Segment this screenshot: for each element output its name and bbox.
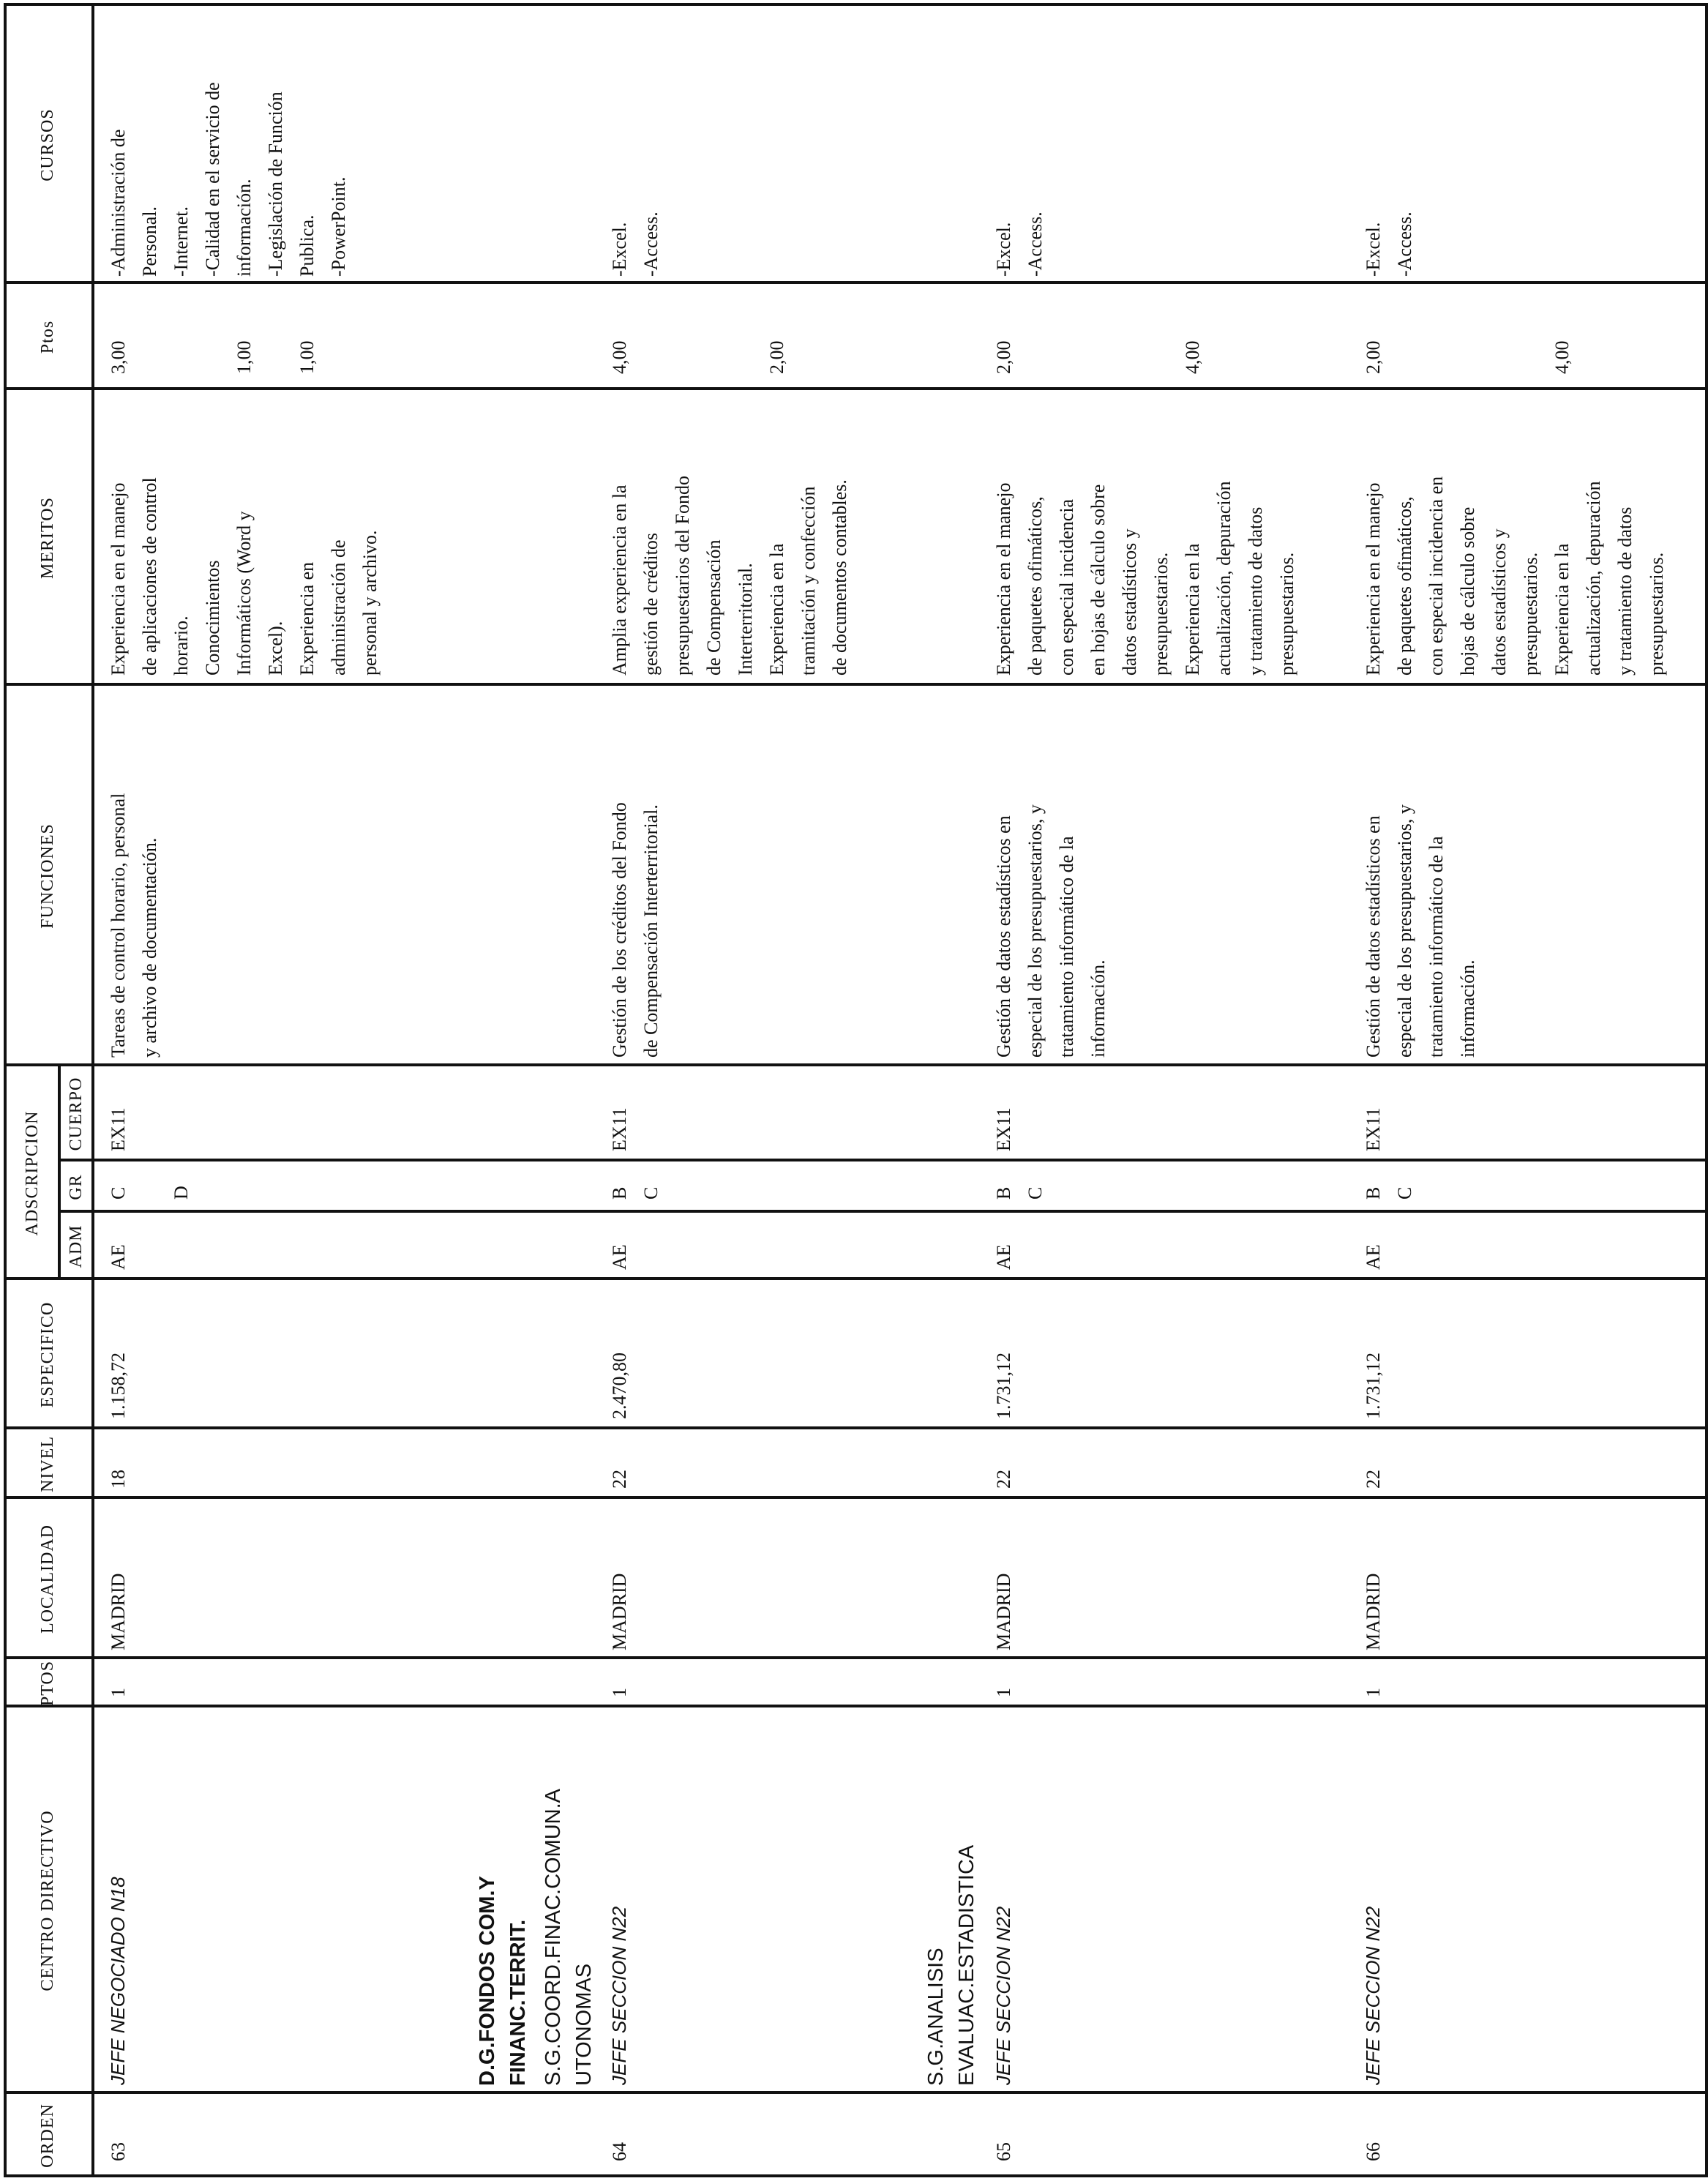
meritos-line: Informáticos (Word y bbox=[233, 511, 255, 676]
column-divider bbox=[4, 683, 1708, 686]
ptos-meritos-line bbox=[1145, 341, 1177, 375]
cell-nivel: 22 bbox=[609, 1470, 630, 1489]
ptos-meritos-line bbox=[260, 341, 291, 375]
meritos-line: datos estadísticos y bbox=[1119, 528, 1140, 676]
org-unit-line: S.G.COORD.FINAC.COMUN.A bbox=[542, 1788, 565, 2086]
org-unit-heading bbox=[538, 1789, 599, 2086]
ptos-meritos-line: 2,00 bbox=[993, 340, 1014, 374]
gr-line: C bbox=[640, 1186, 662, 1200]
ptos-meritos-line bbox=[165, 341, 197, 375]
cell-cuerpo: EX11 bbox=[1363, 1107, 1384, 1151]
cell-ptos: 1 bbox=[1363, 1688, 1384, 1697]
ptos-meritos-line bbox=[1420, 341, 1452, 375]
cursos-line: -Excel. bbox=[1363, 222, 1384, 277]
cell-ptos-meritos bbox=[1357, 341, 1578, 375]
cursos-line: -Excel. bbox=[609, 222, 630, 277]
cell-cuerpo: EX11 bbox=[108, 1107, 129, 1151]
org-unit-heading bbox=[472, 1876, 533, 2086]
ptos-meritos-line bbox=[635, 341, 667, 375]
meritos-line: con especial incidencia en bbox=[1426, 476, 1447, 676]
cell-cuerpo: EX11 bbox=[993, 1107, 1014, 1151]
cell-gr bbox=[102, 1186, 197, 1200]
cell-cuerpo: EX11 bbox=[609, 1107, 630, 1151]
cell-orden: 66 bbox=[1363, 2142, 1384, 2161]
cell-localidad: MADRID bbox=[108, 1573, 129, 1650]
ptos-meritos-line bbox=[1483, 341, 1515, 375]
gr-line: D bbox=[171, 1186, 192, 1200]
column-divider bbox=[4, 387, 1708, 390]
meritos-line: horario. bbox=[171, 616, 192, 676]
header-ptos-meritos: Ptos bbox=[37, 320, 57, 354]
header-localidad: LOCALIDAD bbox=[37, 1525, 57, 1634]
cell-funciones bbox=[988, 804, 1114, 1058]
org-unit-line: D.G.FONDOS COM.Y bbox=[476, 1876, 499, 2086]
org-unit-line: S.G.ANALISIS bbox=[924, 1948, 948, 2086]
meritos-line: de paquetes ofimáticos, bbox=[1025, 496, 1046, 676]
cell-funciones bbox=[604, 802, 667, 1058]
cell-meritos bbox=[102, 477, 386, 676]
meritos-line: personal y archivo. bbox=[359, 530, 381, 676]
cursos-line: -Internet. bbox=[171, 206, 192, 277]
cell-nivel: 18 bbox=[108, 1470, 129, 1489]
cell-ptos-meritos bbox=[988, 341, 1208, 375]
funciones-line: tratamiento informático de la bbox=[1056, 836, 1077, 1058]
column-divider bbox=[4, 1705, 1708, 1707]
cursos-line: -Calidad en el servicio de bbox=[202, 82, 223, 277]
cell-meritos bbox=[988, 481, 1303, 676]
cell-ptos-meritos bbox=[604, 341, 793, 375]
header-cuerpo: CUERPO bbox=[66, 1077, 86, 1151]
meritos-line: Experiencia en el manejo bbox=[108, 482, 129, 676]
column-divider bbox=[61, 1210, 1708, 1213]
cell-centro: JEFE NEGOCIADO N18 bbox=[107, 1877, 129, 2085]
cell-cursos bbox=[604, 212, 667, 277]
ptos-meritos-line: 4,00 bbox=[1551, 340, 1573, 374]
column-divider bbox=[4, 2091, 1708, 2094]
cell-ptos: 1 bbox=[108, 1688, 129, 1697]
cell-localidad: MADRID bbox=[993, 1573, 1014, 1650]
ptos-meritos-line: 2,00 bbox=[1363, 340, 1384, 374]
column-divider bbox=[4, 1426, 1708, 1429]
column-divider bbox=[4, 281, 1708, 284]
meritos-line: Experiencia en bbox=[296, 561, 318, 676]
header-centro: CENTRO DIRECTIVO bbox=[37, 1810, 57, 1991]
cursos-line: -PowerPoint. bbox=[328, 176, 349, 277]
funciones-line: información. bbox=[1087, 959, 1109, 1058]
gr-line: B bbox=[993, 1186, 1014, 1200]
cell-adm: AE bbox=[1363, 1244, 1384, 1270]
meritos-line: Excel). bbox=[265, 621, 286, 676]
header-especifico: ESPECIFICO bbox=[37, 1301, 57, 1408]
table-border-right bbox=[4, 3, 1708, 6]
header-meritos: MERITOS bbox=[37, 497, 57, 579]
cell-orden: 63 bbox=[108, 2142, 129, 2161]
gr-line: C bbox=[1394, 1186, 1415, 1200]
meritos-line: administración de bbox=[328, 539, 349, 676]
ptos-meritos-line bbox=[1389, 341, 1420, 375]
meritos-line: Experiencia en el manejo bbox=[1363, 482, 1384, 676]
meritos-line: y tratamiento de datos bbox=[1614, 506, 1636, 676]
ptos-meritos-line: 2,00 bbox=[766, 340, 787, 374]
org-unit-line: UTONOMAS bbox=[572, 1963, 596, 2086]
funciones-line: especial de los presupuestarios, y bbox=[1025, 804, 1046, 1058]
funciones-line: Tareas de control horario, personal bbox=[108, 793, 129, 1058]
cell-funciones bbox=[1357, 804, 1483, 1058]
ptos-meritos-line bbox=[698, 341, 730, 375]
header-adm: ADM bbox=[66, 1224, 86, 1268]
cell-orden: 65 bbox=[993, 2142, 1014, 2161]
cell-cursos bbox=[988, 212, 1051, 277]
cell-nivel: 22 bbox=[993, 1470, 1014, 1489]
org-unit-heading bbox=[921, 1845, 982, 2086]
cell-gr bbox=[1357, 1187, 1420, 1200]
meritos-line: Experiencia en la bbox=[1551, 543, 1573, 676]
ptos-meritos-line: 1,00 bbox=[296, 340, 318, 374]
cell-gr bbox=[988, 1187, 1051, 1200]
cursos-line: Publica. bbox=[296, 214, 318, 277]
cell-orden: 64 bbox=[609, 2142, 630, 2161]
cell-adm: AE bbox=[993, 1244, 1014, 1270]
cell-adm: AE bbox=[609, 1244, 630, 1270]
meritos-line: hojas de cálculo sobre bbox=[1457, 506, 1478, 676]
meritos-line: Interterritorial. bbox=[735, 563, 756, 676]
cell-centro: JEFE SECCION N22 bbox=[992, 1906, 1014, 2085]
cell-especifico: 1.731,12 bbox=[1363, 1353, 1384, 1419]
meritos-line: tramitación y confección bbox=[798, 486, 819, 676]
cell-nivel: 22 bbox=[1363, 1470, 1384, 1489]
cell-centro: JEFE SECCION N22 bbox=[1362, 1906, 1384, 2085]
header-orden: ORDEN bbox=[37, 2103, 57, 2168]
cell-funciones bbox=[102, 793, 165, 1058]
cell-centro: JEFE SECCION N22 bbox=[608, 1906, 630, 2085]
column-divider bbox=[4, 1063, 1708, 1066]
meritos-line: datos estadísticos y bbox=[1488, 528, 1510, 676]
meritos-line: Experiencia en el manejo bbox=[993, 482, 1014, 676]
meritos-line: presupuestarios. bbox=[1646, 552, 1667, 676]
ptos-meritos-line bbox=[1019, 341, 1051, 375]
funciones-line: Gestión de datos estadísticos en bbox=[1363, 815, 1384, 1058]
meritos-line: con especial incidencia bbox=[1056, 498, 1077, 676]
cell-meritos bbox=[1357, 476, 1672, 676]
ptos-meritos-line: 1,00 bbox=[233, 340, 255, 374]
ptos-meritos-line bbox=[1082, 341, 1114, 375]
table-border-left bbox=[4, 2174, 1708, 2177]
ptos-meritos-line bbox=[134, 341, 165, 375]
funciones-line: Gestión de datos estadísticos en bbox=[993, 815, 1014, 1058]
meritos-line: presupuestarios. bbox=[1520, 552, 1541, 676]
meritos-line: Amplia experiencia en la bbox=[609, 485, 630, 676]
ptos-meritos-line bbox=[197, 341, 228, 375]
meritos-line: presupuestarios. bbox=[1276, 552, 1297, 676]
ptos-meritos-line bbox=[730, 341, 761, 375]
cell-cursos bbox=[102, 82, 354, 277]
meritos-line: de Compensación bbox=[703, 539, 724, 676]
ptos-meritos-line bbox=[1452, 341, 1483, 375]
meritos-line: y tratamiento de datos bbox=[1245, 506, 1266, 676]
meritos-line: de paquetes ofimáticos, bbox=[1394, 496, 1415, 676]
header-ptos: PTOS bbox=[37, 1660, 57, 1707]
ptos-meritos-line bbox=[1114, 341, 1145, 375]
meritos-line: Experiencia en la bbox=[1182, 543, 1203, 676]
meritos-line: gestión de créditos bbox=[640, 533, 662, 676]
cell-especifico: 1.158,72 bbox=[108, 1353, 129, 1419]
column-divider bbox=[4, 1277, 1708, 1280]
header-adscripcion: ADSCRIPCION bbox=[22, 1110, 42, 1236]
meritos-line: de documentos contables. bbox=[829, 479, 850, 676]
cursos-line: -Access. bbox=[1394, 212, 1415, 277]
cell-meritos bbox=[604, 476, 855, 676]
header-gr: GR bbox=[66, 1174, 86, 1200]
cell-especifico: 2.470,80 bbox=[609, 1353, 630, 1419]
cell-especifico: 1.731,12 bbox=[993, 1353, 1014, 1419]
cell-adm: AE bbox=[108, 1244, 129, 1270]
cell-ptos-meritos bbox=[102, 341, 323, 375]
cell-gr bbox=[604, 1187, 667, 1200]
gr-line: B bbox=[609, 1186, 630, 1200]
cell-localidad: MADRID bbox=[609, 1573, 630, 1650]
funciones-line: información. bbox=[1457, 959, 1478, 1058]
gr-line: B bbox=[1363, 1186, 1384, 1200]
column-divider bbox=[4, 1496, 1708, 1499]
cursos-line: -Administración de bbox=[108, 129, 129, 277]
ptos-meritos-line: 4,00 bbox=[1182, 340, 1203, 374]
cell-cursos bbox=[1357, 212, 1420, 277]
cell-ptos: 1 bbox=[993, 1688, 1014, 1697]
gr-line: C bbox=[1025, 1186, 1046, 1200]
funciones-line: Gestión de los créditos del Fondo bbox=[609, 802, 630, 1058]
cell-localidad: MADRID bbox=[1363, 1573, 1384, 1650]
funciones-line: tratamiento informático de la bbox=[1426, 836, 1447, 1058]
cursos-line: -Access. bbox=[640, 212, 662, 277]
header-divider bbox=[91, 3, 94, 2177]
column-divider bbox=[4, 1656, 1708, 1659]
funciones-line: y archivo de documentación. bbox=[139, 837, 160, 1058]
org-unit-line: EVALUAC.ESTADISTICA bbox=[955, 1844, 978, 2086]
ptos-meritos-line: 3,00 bbox=[108, 340, 129, 374]
meritos-line: en hojas de cálculo sobre bbox=[1087, 484, 1109, 676]
header-nivel: NIVEL bbox=[37, 1436, 57, 1492]
cursos-line: -Legislación de Función bbox=[265, 91, 286, 277]
table-border-bottom bbox=[1705, 3, 1708, 2177]
ptos-meritos-line bbox=[667, 341, 698, 375]
funciones-line: especial de los presupuestarios, y bbox=[1394, 804, 1415, 1058]
cursos-line: -Excel. bbox=[993, 222, 1014, 277]
header-funciones: FUNCIONES bbox=[37, 823, 57, 929]
meritos-line: actualización, depuración bbox=[1213, 481, 1235, 676]
meritos-line: presupuestarios. bbox=[1150, 552, 1172, 676]
cursos-line: Personal. bbox=[139, 206, 160, 277]
gr-line bbox=[134, 1186, 165, 1200]
ptos-meritos-line: 4,00 bbox=[609, 340, 630, 374]
cell-ptos: 1 bbox=[609, 1688, 630, 1697]
ptos-meritos-line bbox=[1051, 341, 1082, 375]
ptos-meritos-line bbox=[1515, 341, 1546, 375]
funciones-line: de Compensación Interterritorial. bbox=[640, 804, 662, 1058]
cursos-line: información. bbox=[233, 179, 255, 277]
meritos-line: Experiencia en la bbox=[766, 543, 787, 676]
column-divider bbox=[61, 1159, 1708, 1161]
meritos-line: actualización, depuración bbox=[1583, 481, 1604, 676]
gr-line: C bbox=[108, 1186, 129, 1200]
meritos-line: Conocimientos bbox=[202, 560, 223, 676]
cursos-line: -Access. bbox=[1025, 212, 1046, 277]
header-cursos: CURSOS bbox=[37, 108, 57, 182]
org-unit-line: FINANC.TERRIT. bbox=[506, 1919, 530, 2086]
meritos-line: presupuestarios del Fondo bbox=[672, 476, 693, 676]
meritos-line: de aplicaciones de control bbox=[139, 477, 160, 676]
